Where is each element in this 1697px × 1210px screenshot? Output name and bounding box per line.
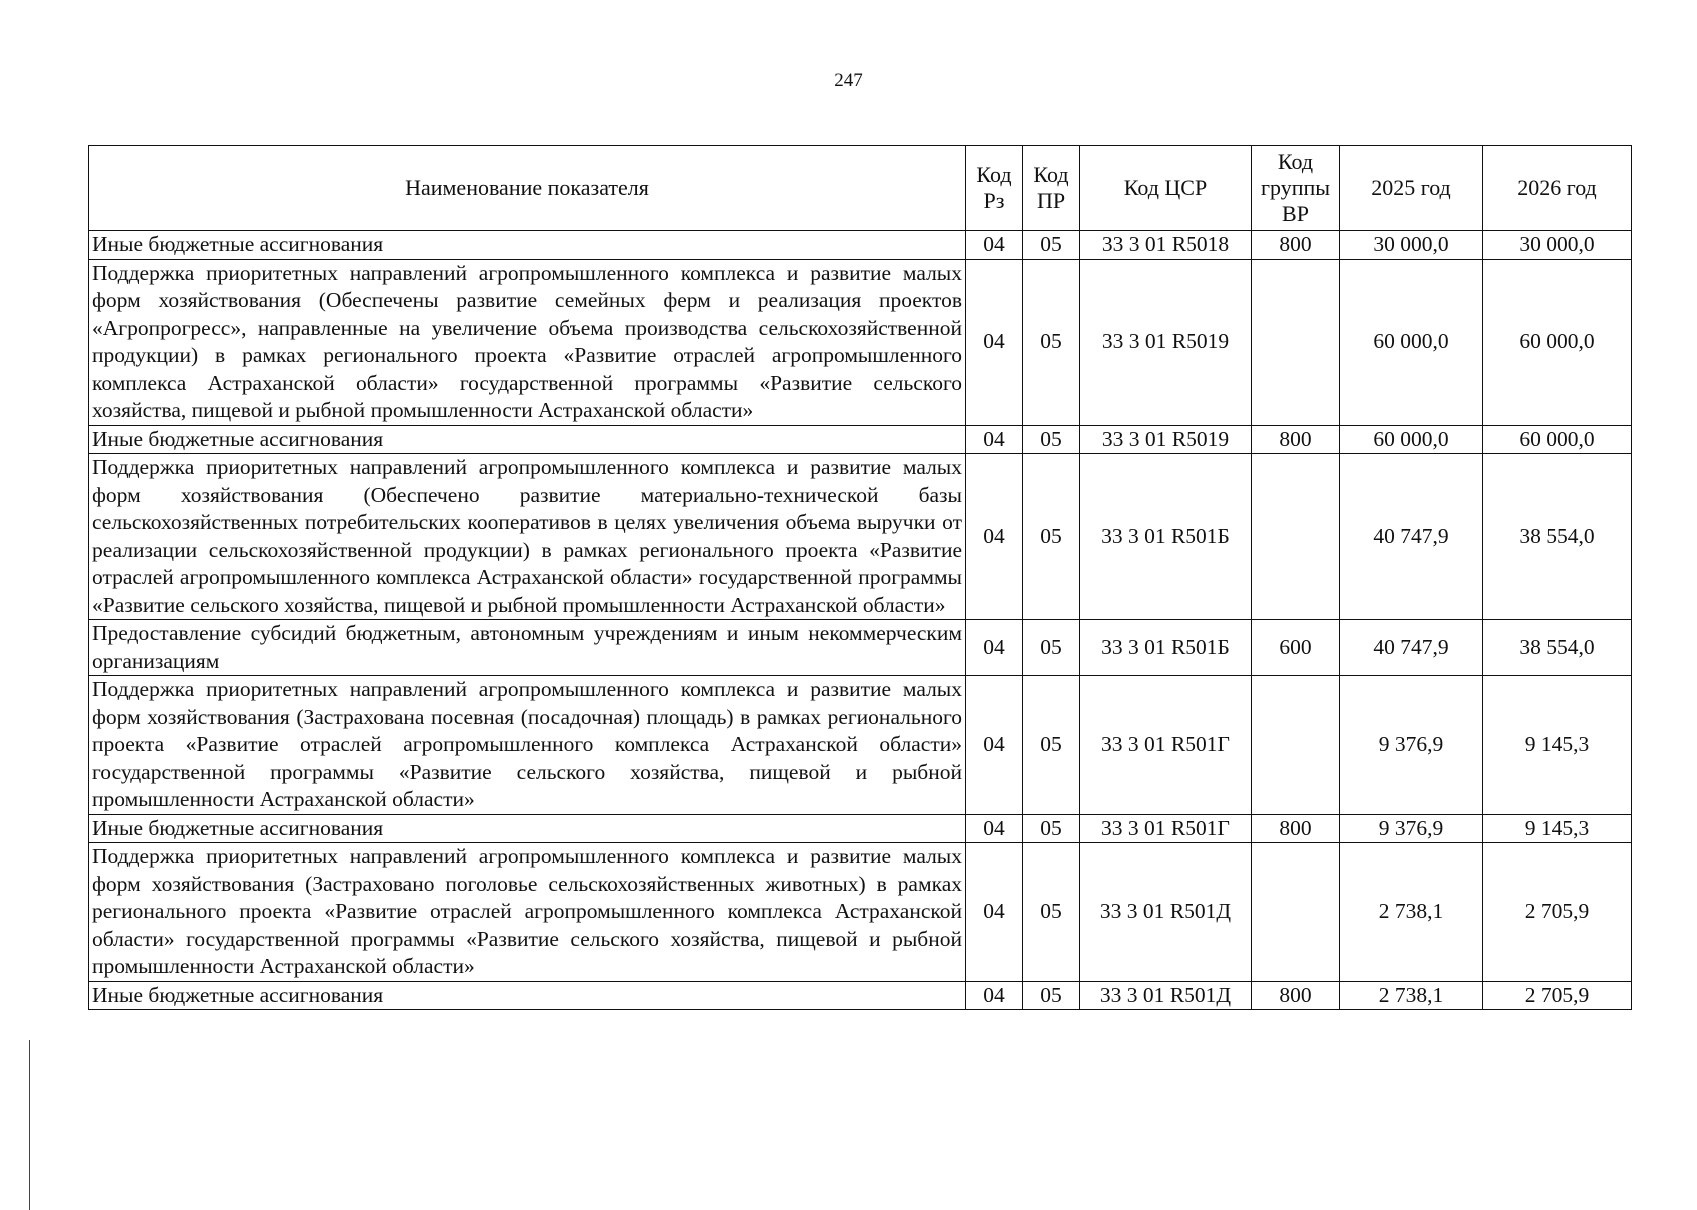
cell-2026: 2 705,9	[1483, 843, 1632, 982]
cell-csr: 33 3 01 R501Г	[1080, 814, 1252, 843]
cell-name: Предоставление субсидий бюджетным, автономным учреждениям и иным некоммерческим организациям	[89, 620, 966, 676]
cell-pr: 05	[1023, 981, 1080, 1010]
header-pr: Код ПР	[1023, 146, 1080, 231]
cell-2025: 40 747,9	[1340, 454, 1483, 620]
cell-name: Поддержка приоритетных направлений агропромышленного комплекса и развитие малых форм хозяйствования (Обеспечено развитие материально-технической базы сельскохозяйственных потребительских кооперативов в целях увеличения объема выручки от реализации сельскохозяйственной продукции) в рамках регионального проекта «Развитие отраслей агропромышленного комплекса Астраханской области» государственной программы «Развитие сельского хозяйства, пищевой и рыбной промышленности Астраханской области»	[89, 454, 966, 620]
cell-rz: 04	[966, 425, 1023, 454]
cell-pr: 05	[1023, 231, 1080, 260]
table-row	[89, 231, 1632, 260]
cell-2026: 38 554,0	[1483, 620, 1632, 676]
cell-2025: 60 000,0	[1340, 425, 1483, 454]
cell-2025: 9 376,9	[1340, 814, 1483, 843]
table-row	[89, 676, 1632, 815]
cell-vr: 800	[1252, 425, 1340, 454]
scan-edge-line	[29, 1040, 30, 1210]
table-header	[89, 146, 1632, 231]
header-csr: Код ЦСР	[1080, 146, 1252, 231]
cell-name: Иные бюджетные ассигнования	[89, 981, 966, 1010]
table-row	[89, 981, 1632, 1010]
table-row	[89, 814, 1632, 843]
cell-pr: 05	[1023, 843, 1080, 982]
cell-pr: 05	[1023, 620, 1080, 676]
header-vr: Код группы ВР	[1252, 146, 1340, 231]
cell-pr: 05	[1023, 814, 1080, 843]
page-number: 247	[834, 70, 863, 91]
cell-2026: 60 000,0	[1483, 259, 1632, 425]
cell-name: Иные бюджетные ассигнования	[89, 425, 966, 454]
cell-pr: 05	[1023, 676, 1080, 815]
cell-2025: 30 000,0	[1340, 231, 1483, 260]
cell-2025: 2 738,1	[1340, 843, 1483, 982]
cell-2026: 38 554,0	[1483, 454, 1632, 620]
cell-csr: 33 3 01 R501Б	[1080, 620, 1252, 676]
cell-pr: 05	[1023, 425, 1080, 454]
cell-vr: 600	[1252, 620, 1340, 676]
cell-csr: 33 3 01 R501Д	[1080, 843, 1252, 982]
table-row	[89, 425, 1632, 454]
cell-2026: 2 705,9	[1483, 981, 1632, 1010]
cell-2026: 60 000,0	[1483, 425, 1632, 454]
cell-name: Иные бюджетные ассигнования	[89, 814, 966, 843]
cell-vr	[1252, 676, 1340, 815]
header-2025: 2025 год	[1340, 146, 1483, 231]
cell-csr: 33 3 01 R501Г	[1080, 676, 1252, 815]
cell-2026: 9 145,3	[1483, 814, 1632, 843]
cell-name: Иные бюджетные ассигнования	[89, 231, 966, 260]
cell-rz: 04	[966, 676, 1023, 815]
cell-2025: 9 376,9	[1340, 676, 1483, 815]
cell-rz: 04	[966, 981, 1023, 1010]
table-row	[89, 259, 1632, 425]
header-name: Наименование показателя	[89, 146, 966, 231]
cell-rz: 04	[966, 814, 1023, 843]
cell-rz: 04	[966, 231, 1023, 260]
cell-name: Поддержка приоритетных направлений агропромышленного комплекса и развитие малых форм хозяйствования (Застрахована посевная (посадочная) площадь) в рамках регионального проекта «Развитие отраслей агропромышленного комплекса Астраханской области» государственной программы «Развитие сельского хозяйства, пищевой и рыбной промышленности Астраханской области»	[89, 676, 966, 815]
cell-vr	[1252, 454, 1340, 620]
cell-csr: 33 3 01 R5019	[1080, 259, 1252, 425]
cell-csr: 33 3 01 R501Б	[1080, 454, 1252, 620]
cell-2026: 9 145,3	[1483, 676, 1632, 815]
header-2026: 2026 год	[1483, 146, 1632, 231]
table-row	[89, 843, 1632, 982]
cell-name: Поддержка приоритетных направлений агропромышленного комплекса и развитие малых форм хозяйствования (Обеспечены развитие семейных ферм и реализация проектов «Агропрогресс», направленные на увеличение объема производства сельскохозяйственной продукции) в рамках регионального проекта «Развитие отраслей агропромышленного комплекса Астраханской области» государственной программы «Развитие сельского хозяйства, пищевой и рыбной промышленности Астраханской области»	[89, 259, 966, 425]
header-rz: Код Рз	[966, 146, 1023, 231]
cell-pr: 05	[1023, 259, 1080, 425]
cell-2025: 2 738,1	[1340, 981, 1483, 1010]
cell-2026: 30 000,0	[1483, 231, 1632, 260]
cell-csr: 33 3 01 R5019	[1080, 425, 1252, 454]
cell-2025: 60 000,0	[1340, 259, 1483, 425]
cell-rz: 04	[966, 259, 1023, 425]
cell-name: Поддержка приоритетных направлений агропромышленного комплекса и развитие малых форм хозяйствования (Застраховано поголовье сельскохозяйственных животных) в рамках регионального проекта «Развитие отраслей агропромышленного комплекса Астраханской области» государственной программы «Развитие сельского хозяйства, пищевой и рыбной промышленности Астраханской области»	[89, 843, 966, 982]
budget-table	[88, 145, 1632, 1010]
cell-rz: 04	[966, 454, 1023, 620]
cell-rz: 04	[966, 620, 1023, 676]
cell-vr: 800	[1252, 231, 1340, 260]
cell-pr: 05	[1023, 454, 1080, 620]
table-row	[89, 620, 1632, 676]
cell-csr: 33 3 01 R5018	[1080, 231, 1252, 260]
cell-vr: 800	[1252, 814, 1340, 843]
cell-rz: 04	[966, 843, 1023, 982]
table-row	[89, 454, 1632, 620]
cell-csr: 33 3 01 R501Д	[1080, 981, 1252, 1010]
cell-vr: 800	[1252, 981, 1340, 1010]
cell-vr	[1252, 843, 1340, 982]
cell-vr	[1252, 259, 1340, 425]
cell-2025: 40 747,9	[1340, 620, 1483, 676]
